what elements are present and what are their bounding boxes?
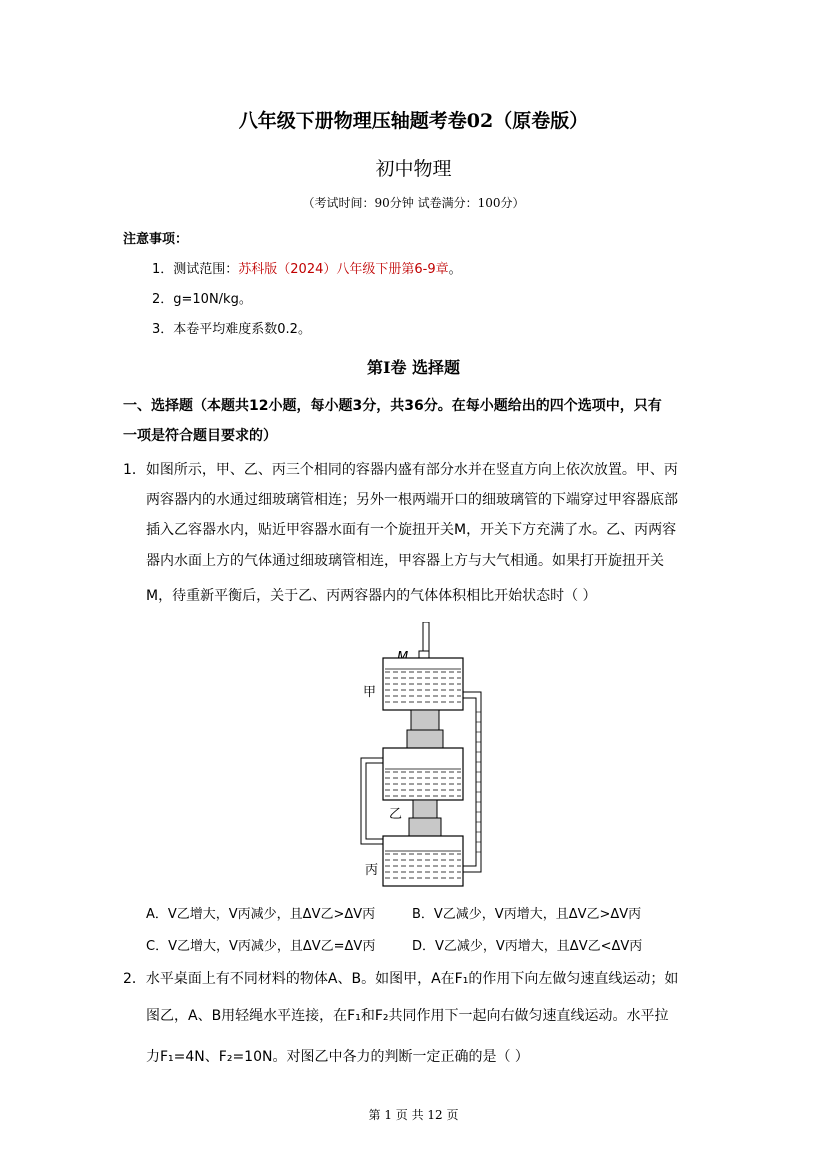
- label-jia: 甲: [363, 685, 377, 700]
- question-1-line-3: 插入乙容器水内，贴近甲容器水面有一个旋扭开关M，开关下方充满了水。乙、丙两容: [146, 522, 677, 538]
- part-heading-line-2: 一项是符合题目要求的）: [123, 428, 277, 444]
- document-subject: 初中物理: [375, 158, 452, 180]
- support-block-3: [413, 800, 437, 818]
- question-1-line-1: 1．如图所示，甲、乙、丙三个相同的容器内盛有部分水并在竖直方向上依次放置。甲、丙: [123, 462, 678, 478]
- page-footer: 第 1 页 共 12 页: [368, 1108, 459, 1122]
- container-yi: [383, 748, 463, 800]
- label-bing: 丙: [365, 863, 379, 878]
- option-d: D．V乙减少，V丙增大，且ΔV乙<ΔV丙: [412, 939, 643, 954]
- document-title: 八年级下册物理压轴题考卷02（原卷版）: [238, 110, 589, 132]
- exam-info: （考试时间：90分钟 试卷满分：100分）: [302, 196, 525, 210]
- part-heading-line-1: 一、选择题（本题共12小题，每小题3分，共36分。在每小题给出的四个选项中，只有: [123, 398, 662, 414]
- question-2-line-3: 力F₁=4N、F₂=10N。对图乙中各力的判断一定正确的是（ ）: [146, 1049, 529, 1065]
- support-block-4: [409, 818, 441, 836]
- note-item-2: 2．g=10N/kg。: [152, 292, 252, 307]
- question-2-line-2: 图乙，A、B用轻绳水平连接，在F₁和F₂共同作用下一起向右做匀速直线运动。水平拉: [146, 1008, 669, 1024]
- question-1-line-5: M，待重新平衡后，关于乙、丙两容器内的气体体积相比开始状态时（ ）: [146, 588, 597, 604]
- container-bing: [383, 836, 463, 886]
- question-1-line-4: 器内水面上方的气体通过细玻璃管相连，甲容器上方与大气相通。如果打开旋扭开关: [146, 553, 664, 569]
- note-item-1: [152, 258, 462, 277]
- option-a: A．V乙增大，V丙减少，且ΔV乙>ΔV丙: [146, 907, 376, 922]
- right-tube-water: [476, 712, 481, 852]
- label-yi: 乙: [389, 807, 403, 822]
- note-item-1-suffix: 。: [448, 262, 462, 277]
- option-c: C．V乙增大，V丙减少，且ΔV乙=ΔV丙: [146, 939, 376, 954]
- question-1-line-2: 两容器内的水通过细玻璃管相连；另外一根两端开口的细玻璃管的下端穿过甲容器底部: [146, 492, 678, 508]
- left-tube-outer: [361, 758, 383, 844]
- right-tube-inner: [463, 698, 476, 866]
- option-b: B．V乙减少，V丙增大，且ΔV乙>ΔV丙: [412, 907, 642, 922]
- section-title: 第Ⅰ卷 选择题: [366, 358, 461, 377]
- support-block-2: [407, 730, 443, 748]
- container-diagram: [355, 622, 495, 890]
- note-item-1-highlight: 苏科版（2024）八年级下册第6-9章: [238, 262, 449, 277]
- note-item-3: 3．本卷平均难度系数0.2。: [152, 322, 311, 337]
- left-tube-inner: [366, 763, 383, 839]
- support-block-1: [411, 710, 439, 730]
- notes-heading: 注意事项：: [123, 232, 189, 247]
- note-item-1-prefix: 1．测试范围：: [152, 262, 239, 277]
- question-2-line-1: 2．水平桌面上有不同材料的物体A、B。如图甲，A在F₁的作用下向左做匀速直线运动；如: [123, 971, 679, 987]
